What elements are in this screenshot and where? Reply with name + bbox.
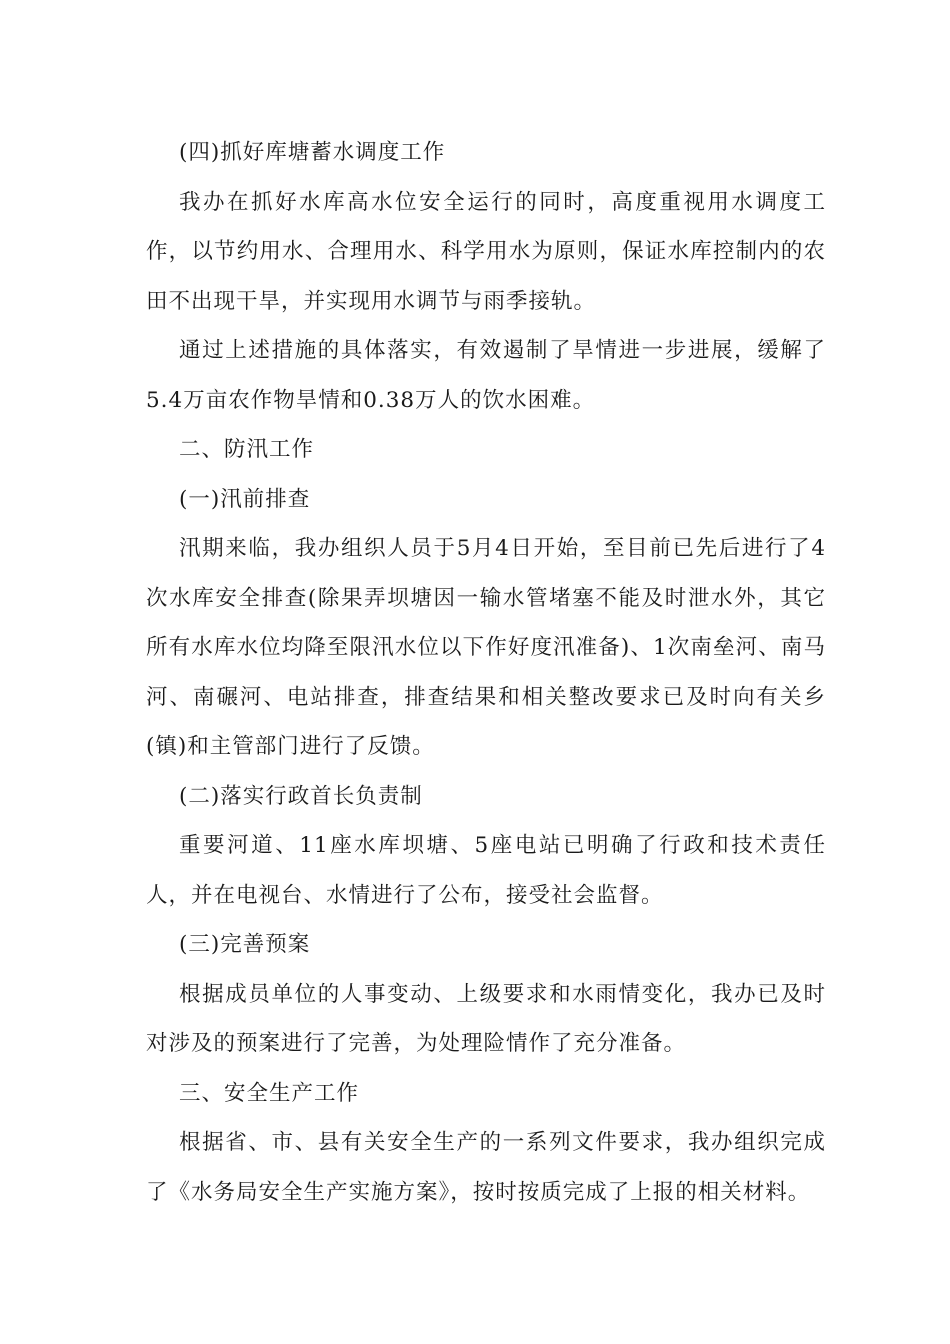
body-paragraph: 我办在抓好水库高水位安全运行的同时，高度重视用水调度工作，以节约用水、合理用水、科学用水为原则，保证水库控制内的农田不出现干旱，并实现用水调节与雨季接轨。 [146, 189, 826, 314]
subsection-heading-1: (一)汛前排查 [179, 486, 311, 512]
body-paragraph: 根据省、市、县有关安全生产的一系列文件要求，我办组织完成了《水务局安全生产实施方案》，按时按质完成了上报的相关材料。 [146, 1130, 826, 1205]
subsection-heading-4: (四)抓好库塘蓄水调度工作 [179, 140, 446, 165]
body-paragraph: 汛期来临，我办组织人员于5月4日开始，至目前已先后进行了4次水库安全排查(除果弄坝塘因一输水管堵塞不能及时泄水外，其它所有水库水位均降至限汛水位以下作好度汛准备)、1次南垒河、南马河、南碾河、电站排查，排查结果和相关整改要求已及时向有关乡(镇)和主管部门进行了反馈。 [146, 536, 826, 759]
body-paragraph: 重要河道、11座水库坝塘、5座电站已明确了行政和技术责任人，并在电视台、水情进行了公布，接受社会监督。 [146, 833, 826, 908]
section-heading-2: 二、防汛工作 [179, 437, 315, 462]
section-heading-3: 三、安全生产工作 [179, 1080, 360, 1106]
body-paragraph: 通过上述措施的具体落实，有效遏制了旱情进一步进展，缓解了5.4万亩农作物旱情和0.38万人的饮水困难。 [146, 338, 826, 413]
subsection-heading-3: (三)完善预案 [179, 932, 311, 957]
body-paragraph: 根据成员单位的人事变动、上级要求和水雨情变化，我办已及时对涉及的预案进行了完善，为处理险情作了充分准备。 [146, 981, 826, 1056]
subsection-heading-2: (二)落实行政首长负责制 [179, 783, 423, 809]
document-body [146, 128, 826, 1217]
